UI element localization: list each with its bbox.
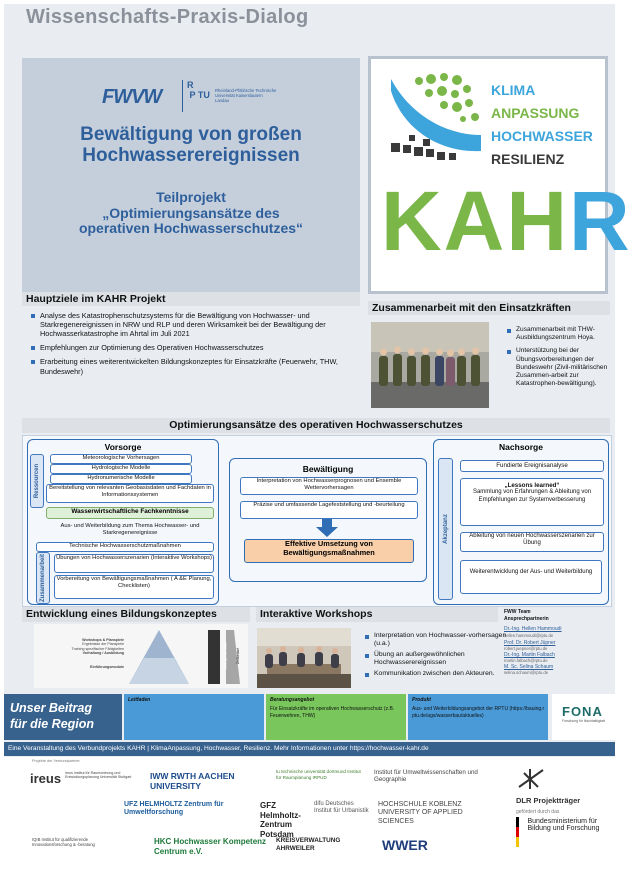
subproject-line1: Teilprojekt (156, 189, 226, 205)
ireus-logo: ireus ireus Institut für Raumordnung und Entwicklungsplanung Universität Stuttgart (30, 771, 150, 787)
fona-logo-text: FONA (562, 704, 603, 719)
education-level: Training spezifischer Fähigkeiten (71, 646, 124, 651)
bewaeltigung-title: Bewältigung (302, 464, 354, 474)
akzeptanz-label (438, 458, 453, 600)
team-member-email[interactable]: selina.schaum@rptu.de (504, 670, 549, 676)
team-subheading: Ansprechpartnerin (504, 615, 549, 622)
beratung-body: Für Einsatzkräfte im operativen Hochwasserschutz (z.B. Feuerwehren, THW) (270, 706, 395, 719)
event-title: Wissenschafts-Praxis-Dialog (26, 6, 309, 28)
resource-item: Bereitstellung von relevanten Geobasisdaten und Fachdaten in Informationssystemen (46, 484, 214, 503)
subproject-title (22, 190, 360, 237)
axis-right-label: Zeitbedarf (236, 647, 241, 665)
event-analysis-box: Fundierte Ereignisanalyse (460, 460, 604, 472)
iqib-logo: IQIB Institut für qualifizierende Innovationsforschung & -beratung (32, 837, 95, 848)
new-scenarios-box: Ableitung von neuen Hochwasserszenarien zur Übung (460, 532, 604, 552)
nachsorge-panel (433, 439, 609, 605)
contribution-title-box (4, 694, 122, 740)
education-level: Vorhaltung / Ausbildung (82, 650, 124, 655)
akzeptanz-label-text: Akzeptanz (442, 514, 449, 544)
education-level-title: Workshops & Planspiele (82, 638, 124, 642)
workshop-item: Interpretation von Hochwasser-vorhersagen (u.a.) (374, 632, 512, 649)
cooperation-measure: Übungen von Hochwasserszenarien (Interaktive Workshops) (54, 554, 214, 573)
produkt-title: Produkt (412, 697, 431, 703)
footer-bar (4, 742, 615, 756)
goals-list (28, 311, 360, 381)
rptu-logo: R P TU (187, 80, 210, 100)
workshop-item: Übung an außergewöhnlichen Hochwasserereignissen (374, 651, 512, 668)
leitfaden-box (124, 694, 264, 740)
lessons-learned-box (460, 478, 604, 526)
produkt-box (408, 694, 548, 740)
kahr-words (491, 79, 593, 171)
resource-item: Hydronumerische Modelle (50, 474, 192, 484)
technical-measures-box: Technische Hochwasserschutzmaßnahmen (36, 542, 214, 552)
resource-item: Hydrologische Modelle (50, 464, 192, 474)
axis-left-label: Übungsintensität (223, 642, 228, 670)
education-heading: Entwicklung eines Bildungskonzeptes (26, 608, 217, 620)
kahr-logo (368, 56, 632, 294)
tu-dortmund-logo: tu technische universität dortmund Institut für Raumplanung IRPUD (276, 769, 361, 780)
vorsorge-panel (27, 439, 219, 605)
ressourcen-label-text: Ressourcen (34, 463, 40, 499)
hs-koblenz-logo: HOCHSCHULE KOBLENZ UNIVERSITY OF APPLIED SCIENCES (378, 801, 463, 825)
cooperation-item-1: Zusammenarbeit mit THW-Ausbildungszentrum Hoya. (516, 326, 618, 342)
gfz-logo: GFZ Helmholtz-Zentrum Potsdam (260, 801, 301, 839)
rwth-logo: IWW RWTH AACHEN UNIVERSITY (150, 771, 235, 792)
difu-logo: difu Deutsches Institut für Urbanistik (314, 801, 369, 815)
team-member-name: M. Sc. Selina Schaum (504, 663, 554, 670)
rptu-logo-text: Rheinland-Pfälzische Technische Universität Kaiserslautern Landau (215, 88, 277, 104)
zusammenarbeit-label (36, 552, 50, 604)
funding-label: gefördert durch das (516, 809, 560, 815)
bewaeltigung-panel (229, 458, 427, 582)
education-level: Ergebnisse der Planspiele (82, 642, 124, 647)
lessons-body: Sammlung von Erfahrungen & Ableitung von Empfehlungen zur Systemverbesserung (472, 489, 592, 503)
team-member-name: Dr.-Ing. Hellen Hammoudi (504, 626, 562, 632)
cooperation-measure: Vorbereitung von Bewältigungsmaßnahmen ( A &E Planung, Checklisten) (54, 575, 214, 599)
goal-item: Analyse des Katastrophenschutzsystems für die Bewältigung von Hochwasser- und Starkregenereignissen in NRW und RLP und deren Wirksamkeit bei der Bewältigung der Hochwasserkatastrophe im Ahrtal im Juli 2021 (40, 311, 360, 338)
team-photo (371, 322, 489, 408)
dlr-logo-text: DLR Projektträger (516, 796, 581, 805)
down-arrow-icon (316, 519, 338, 537)
team-member-email[interactable]: martin.falbach@rptu.de (504, 658, 548, 664)
education-levels (38, 638, 124, 670)
kahr-word-anpassung: ANPASSUNG (491, 105, 580, 121)
produkt-body: Aus- und Weiterbildungsangebot der RPTU (https://bauing.rptu.de/ags/wasserbau/aktuelles) (412, 706, 545, 719)
bmbf-logo (516, 817, 606, 847)
team-panel (504, 609, 614, 676)
ireus-logo-text: ireus Institut für Raumordnung und Entwicklungsplanung Universität Stuttgart (65, 771, 132, 780)
training-development-box: Weiterentwicklung der Aus- und Weiterbildung (460, 560, 602, 594)
header-panel (22, 58, 360, 292)
zusammenarbeit-label-text: Zusammenarbeit (40, 553, 46, 603)
kahr-word-klima: KLIMA (491, 82, 536, 98)
leitfaden-title: Leitfaden (128, 697, 151, 703)
cooperation-item-2: Unterstützung bei der Übungsvorbereitungen der Bundeswehr (Zivil-militärischen Zusammen-arbeit zur Katastrophen-bewältigung). (516, 347, 618, 388)
goal-item: Erarbeitung eines weiterentwickelten Bildungskonzeptes für Einsatzkräfte (Feuerwehr, THW, Bundeswehr) (40, 357, 360, 375)
optimization-diagram (22, 435, 612, 607)
team-member-name: Dr.-Ing. Martin Falbach (504, 651, 555, 658)
main-title-line1: Bewältigung von großen (80, 124, 302, 145)
fona-logo (552, 694, 615, 740)
optimization-heading: Optimierungsansätze des operativen Hochwasserschutzes (169, 419, 463, 431)
kahr-acronym: KAHR (381, 174, 632, 268)
logo-divider (182, 80, 183, 112)
beratung-box (266, 694, 406, 740)
fww-logo: FWVW (102, 86, 162, 108)
kahr-word-hochwasser: HOCHWASSER (491, 128, 593, 144)
team-heading: FWW Team (504, 609, 531, 615)
team-member-email[interactable]: hellen.hammoudi@rptu.de (504, 632, 554, 638)
ahrweiler-logo: KREISVERWALTUNG AHRWEILER (276, 837, 341, 852)
partner-logos (4, 757, 615, 869)
poster (4, 4, 632, 869)
ufz-logo: UFZ HELMHOLTZ Zentrum für Umweltforschung (124, 801, 224, 817)
subproject-line3: operativen Hochwasserschutzes“ (78, 220, 304, 237)
goals-heading: Hauptziele im KAHR Projekt (26, 293, 166, 305)
education-level: Einführungsmodule (90, 665, 124, 670)
workshop-photo (257, 628, 351, 688)
contribution-title (10, 700, 122, 733)
forecast-interpretation-box: Interpretation von Hochwasserprognosen und Ensemble Wettervorhersagen (240, 477, 418, 495)
workshops-heading: Interaktive Workshops (260, 608, 373, 620)
kahr-word-resilienz: RESILIENZ (491, 151, 565, 167)
german-flag-icon (516, 817, 519, 847)
partners-label: Projekte der Verbundpartner (32, 759, 80, 763)
dlr-logo (516, 767, 606, 805)
bmbf-logo-text: Bundesministerium für Bildung und Forschung (527, 818, 600, 832)
main-title (22, 124, 360, 167)
resource-item: Meteorologische Vorhersagen (50, 454, 192, 464)
rptu-geography-logo: Institut für Umweltwissenschaften und Geographie (374, 769, 478, 784)
dlr-icon (516, 767, 546, 791)
subproject-line2: „Optimierungsansätze des (102, 204, 280, 221)
contribution-title-line1: Unser Beitrag (10, 701, 92, 715)
workshop-item: Kommunikation zwischen den Akteuren. (374, 670, 512, 678)
lessons-title: „Lessons learned“ (504, 482, 560, 489)
goal-item: Empfehlungen zur Optimierung des Operativen Hochwasserschutzes (40, 343, 360, 352)
expertise-box: Wasserwirtschaftliche Fachkenntnisse (46, 507, 214, 519)
ressourcen-label (30, 454, 44, 508)
vorsorge-title: Vorsorge (104, 442, 142, 452)
education-pyramid (34, 624, 248, 688)
cooperation-list (504, 326, 618, 394)
main-title-line2: Hochwasserereignissen (82, 145, 300, 167)
effective-implementation-box: Effektive Umsetzung von Bewältigungsmaßnahmen (244, 539, 414, 563)
footer-line: Eine Veranstaltung des Verbundprojekts KAHR | KlimaAnpassung, Hochwasser, Resilienz. Mehr Informationen unter https://hochwasser-kahr.de (8, 745, 429, 752)
contribution-title-line2: für die Region (10, 717, 95, 732)
fona-subtitle: Forschung für Nachhaltigkeit (562, 719, 606, 723)
situation-assessment-box: Präzise und umfassende Lagefeststellung und -beurteilung (240, 501, 418, 519)
wwer-logo: WWER (382, 837, 428, 853)
team-member-name: Prof. Dr. Robert Jüpner (504, 639, 556, 646)
nachsorge-title: Nachsorge (499, 442, 543, 452)
workshops-list (362, 632, 512, 680)
hkc-logo: HKC Hochwasser Kompetenz Centrum e.V. (154, 837, 267, 856)
beratung-title: Beratungsangebot (270, 697, 315, 703)
training-box: Aus- und Weiterbildung zum Thema Hochwasser- und Starkregenereignisse (60, 523, 200, 536)
cooperation-heading: Zusammenarbeit mit den Einsatzkräften (372, 302, 571, 314)
team-member-email[interactable]: robert.juepner@rptu.de (504, 646, 548, 652)
wave-icon (389, 73, 485, 161)
